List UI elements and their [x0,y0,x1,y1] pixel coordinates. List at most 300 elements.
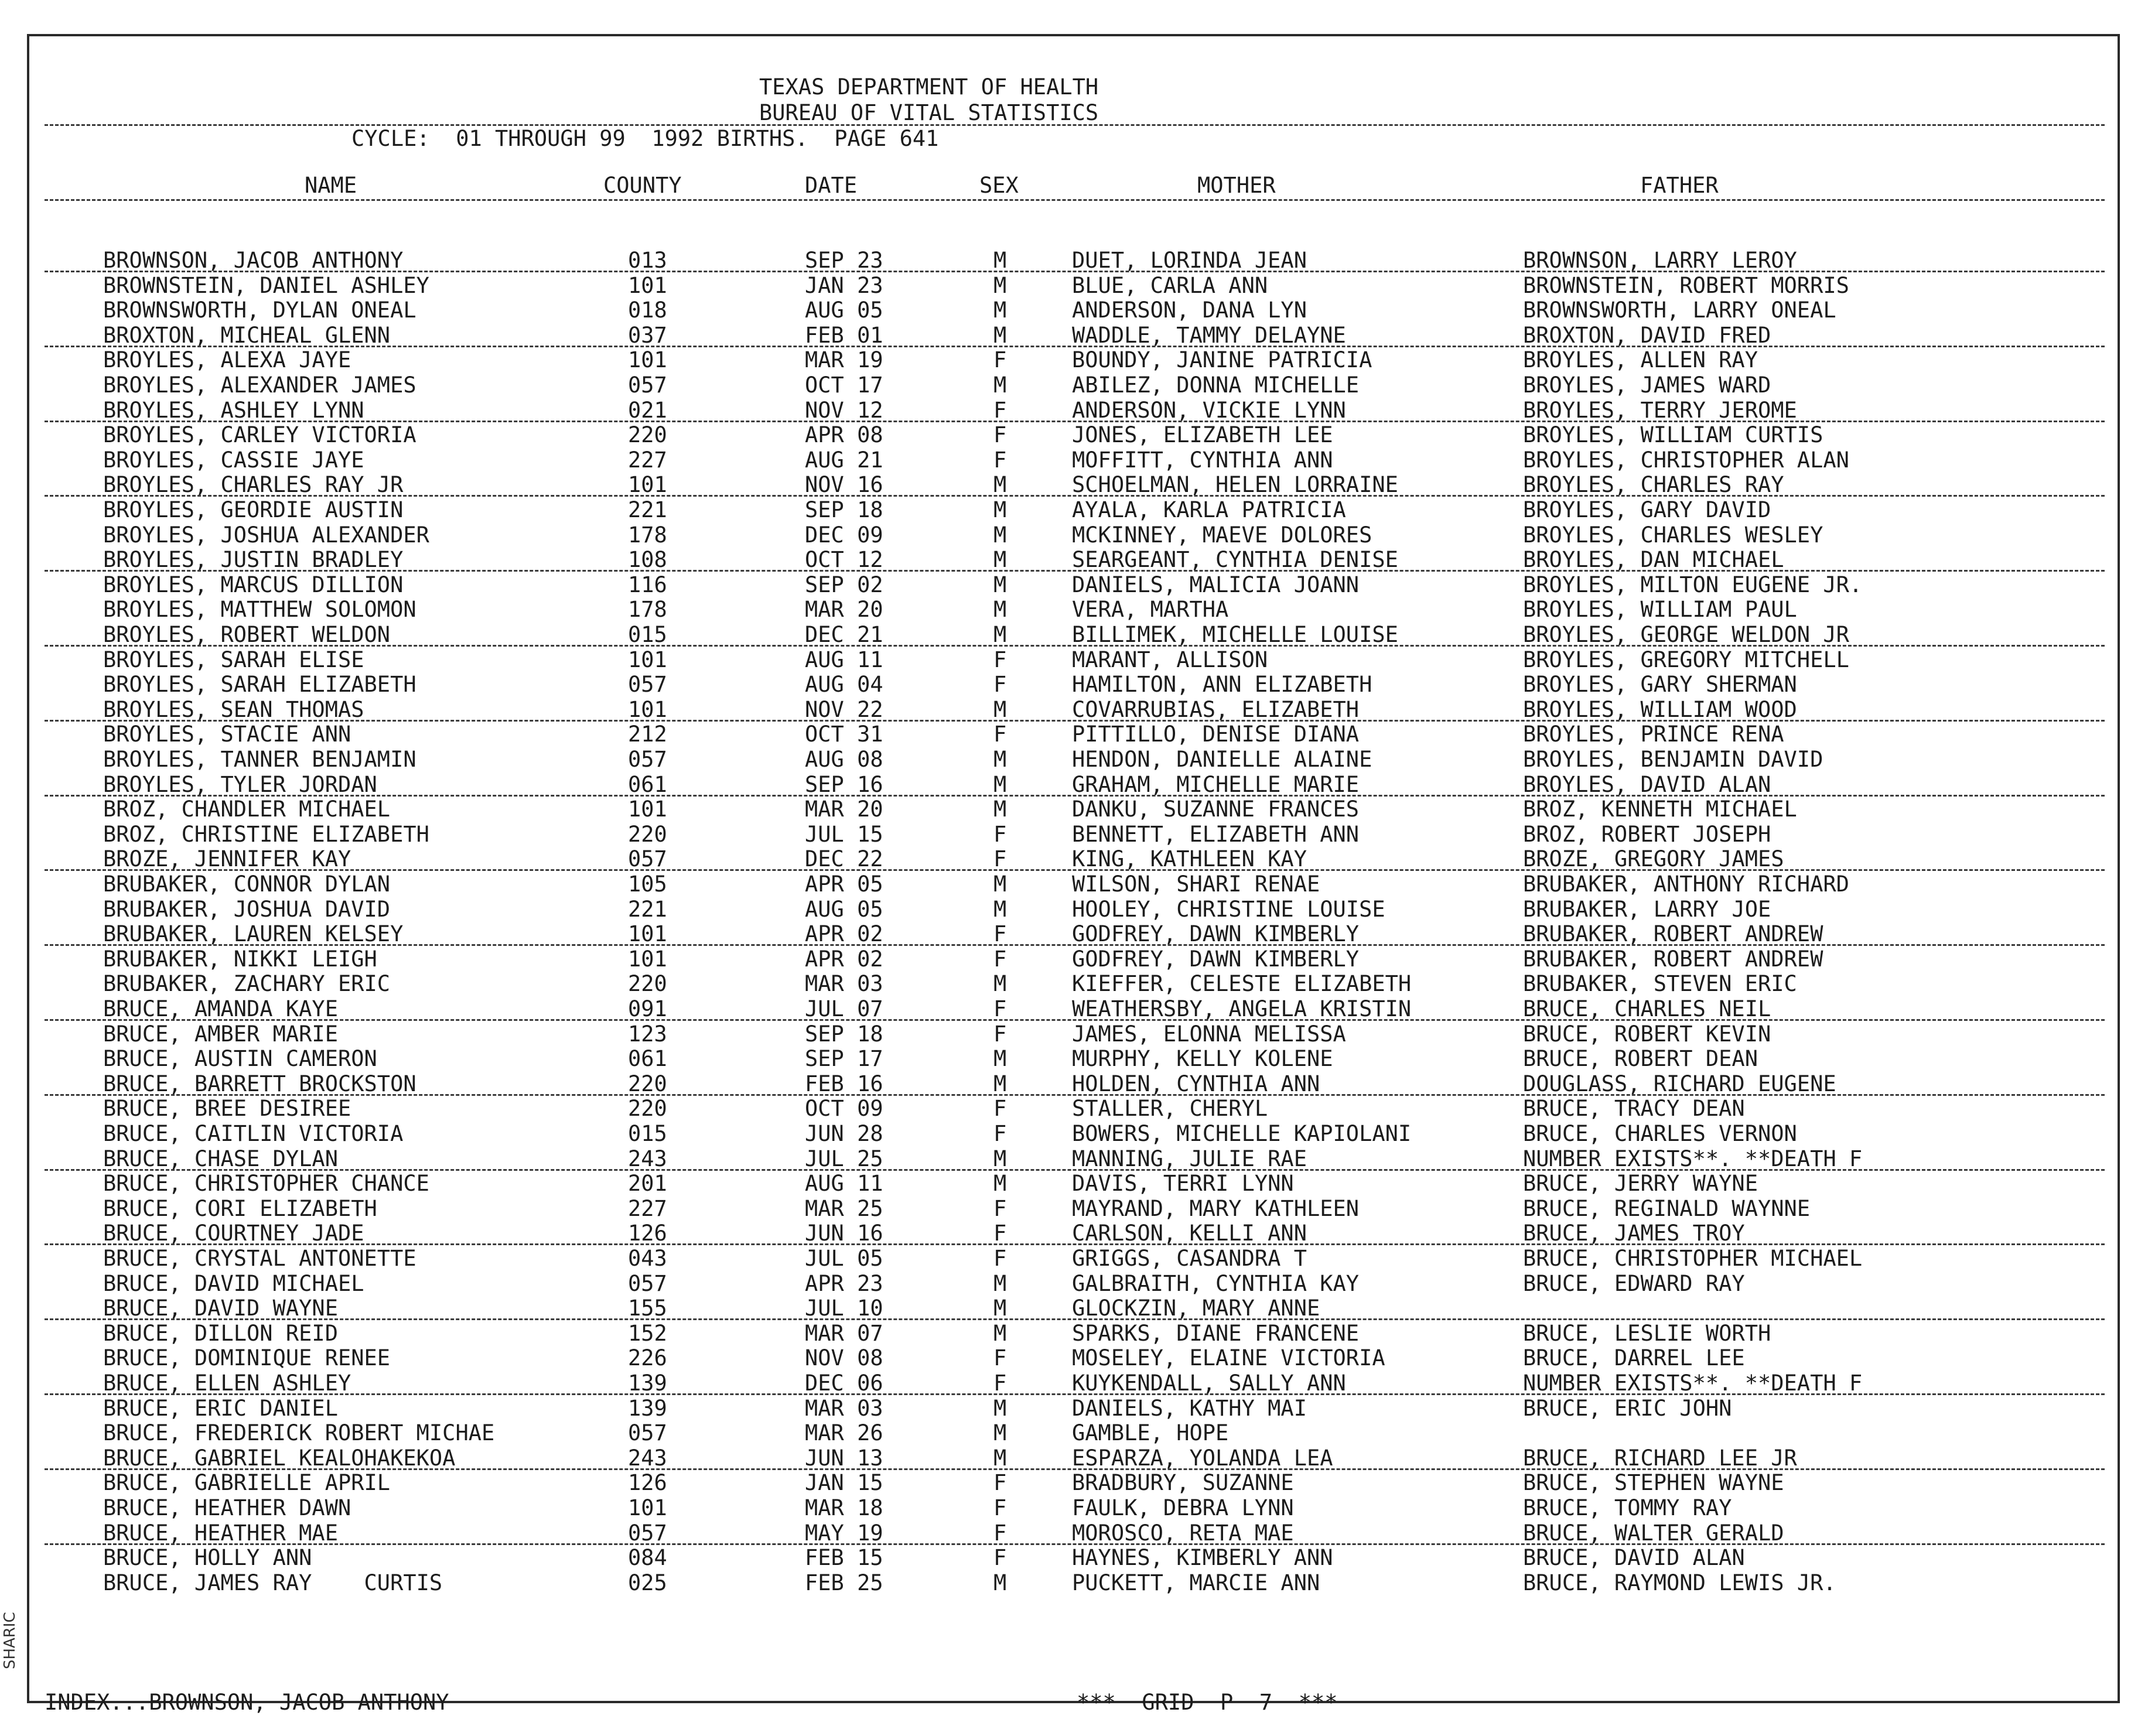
record-sex: M [993,547,1007,572]
record-row [0,597,2148,622]
record-row [0,1221,2148,1246]
record-mother: STALLER, CHERYL [1072,1096,1268,1121]
record-date: DEC 21 [805,622,883,647]
record-county: 101 [628,347,667,373]
record-father: BROYLES, GREGORY MITCHELL [1523,647,1849,672]
record-sex: F [993,921,1007,946]
record-father: BRUBAKER, ANTHONY RICHARD [1523,872,1849,897]
record-county: 212 [628,722,667,747]
record-father: DOUGLASS, RICHARD EUGENE [1523,1071,1836,1096]
record-name: BRUCE, GABRIEL KEALOHAKEKOA [103,1445,456,1471]
record-sex: M [993,1296,1007,1321]
record-mother: ESPARZA, YOLANDA LEA [1072,1445,1333,1471]
bureau-title: BUREAU OF VITAL STATISTICS [759,100,1099,125]
record-date: NOV 16 [805,472,883,497]
record-sex: F [993,822,1007,847]
record-row [0,1346,2148,1371]
record-mother: MOFFITT, CYNTHIA ANN [1072,447,1333,473]
record-sex: M [993,697,1007,722]
record-father: BRUCE, TRACY DEAN [1523,1096,1745,1121]
record-sex: F [993,996,1007,1021]
record-county: 061 [628,1046,667,1071]
record-sex: M [993,1420,1007,1445]
record-mother: BENNETT, ELIZABETH ANN [1072,822,1360,847]
record-sex: M [993,897,1007,922]
record-name: BROYLES, ROBERT WELDON [103,622,391,647]
record-mother: GODFREY, DAWN KIMBERLY [1072,921,1360,946]
record-father: BROWNSTEIN, ROBERT MORRIS [1523,273,1849,298]
record-sex: F [993,398,1007,423]
record-name: BRUCE, AUSTIN CAMERON [103,1046,377,1071]
record-sex: M [993,1146,1007,1171]
record-date: APR 05 [805,872,883,897]
record-sex: M [993,373,1007,398]
record-mother: MOROSCO, RETA MAE [1072,1520,1294,1546]
record-name: BRUCE, DOMINIQUE RENEE [103,1345,391,1371]
record-name: BRUCE, CHASE DYLAN [103,1146,338,1171]
record-row [0,1396,2148,1421]
record-mother: MOSELEY, ELAINE VICTORIA [1072,1345,1385,1371]
record-county: 220 [628,1096,667,1121]
record-mother: JONES, ELIZABETH LEE [1072,422,1333,447]
record-date: FEB 25 [805,1570,883,1595]
record-date: MAR 03 [805,971,883,996]
record-name: BROYLES, CARLEY VICTORIA [103,422,416,447]
record-sex: F [993,1470,1007,1495]
record-row [0,698,2148,722]
record-county: 139 [628,1396,667,1421]
record-mother: COVARRUBIAS, ELIZABETH [1072,697,1360,722]
record-name: BRUCE, HOLLY ANN [103,1545,312,1570]
record-sex: M [993,1570,1007,1595]
record-date: JAN 23 [805,273,883,298]
record-father: BROYLES, WILLIAM WOOD [1523,697,1797,722]
column-header-date: DATE [805,173,858,198]
record-sex: M [993,1396,1007,1421]
record-county: 101 [628,273,667,298]
record-name: BROYLES, ASHLEY LYNN [103,398,364,423]
record-name: BRUCE, AMANDA KAYE [103,996,338,1021]
record-father: BRUCE, DAVID ALAN [1523,1545,1745,1570]
record-county: 037 [628,323,667,348]
record-sex: F [993,946,1007,972]
record-date: MAR 20 [805,797,883,822]
record-row [0,972,2148,996]
record-mother: KIEFFER, CELESTE ELIZABETH [1072,971,1412,996]
record-row [0,1446,2148,1471]
record-mother: MCKINNEY, MAEVE DOLORES [1072,522,1372,548]
record-row [0,398,2148,423]
record-mother: ANDERSON, DANA LYN [1072,298,1307,323]
record-mother: HOOLEY, CHRISTINE LOUISE [1072,897,1385,922]
record-father: BROWNSWORTH, LARRY ONEAL [1523,298,1836,323]
record-father: BROYLES, TERRY JEROME [1523,398,1797,423]
record-sex: F [993,1246,1007,1271]
record-name: BRUBAKER, CONNOR DYLAN [103,872,391,897]
record-father: BROYLES, ALLEN RAY [1523,347,1758,373]
record-mother: CARLSON, KELLI ANN [1072,1221,1307,1246]
record-sex: M [993,772,1007,797]
record-sex: M [993,747,1007,772]
record-name: BROYLES, SARAH ELIZABETH [103,672,416,697]
record-father: BROYLES, WILLIAM PAUL [1523,597,1797,622]
record-father: BROYLES, GEORGE WELDON JR [1523,622,1849,647]
cycle-line: CYCLE: 01 THROUGH 99 1992 BIRTHS. PAGE 641 [351,126,939,151]
record-date: NOV 08 [805,1345,883,1371]
record-date: JUL 15 [805,822,883,847]
record-mother: GODFREY, DAWN KIMBERLY [1072,946,1360,972]
record-mother: BLUE, CARLA ANN [1072,273,1268,298]
record-county: 057 [628,373,667,398]
record-row [0,947,2148,972]
record-row [0,672,2148,697]
record-sex: M [993,298,1007,323]
record-county: 101 [628,697,667,722]
record-date: NOV 22 [805,697,883,722]
record-name: BROYLES, JOSHUA ALEXANDER [103,522,429,548]
record-county: 057 [628,1520,667,1546]
record-county: 126 [628,1221,667,1246]
record-date: SEP 18 [805,497,883,522]
record-name: BRUCE, COURTNEY JADE [103,1221,364,1246]
record-sex: M [993,971,1007,996]
record-row [0,523,2148,548]
record-name: BRUBAKER, JOSHUA DAVID [103,897,391,922]
record-father: BROYLES, CHARLES RAY [1523,472,1784,497]
record-row [0,1096,2148,1121]
record-name: BRUBAKER, NIKKI LEIGH [103,946,377,972]
record-father: BRUBAKER, LARRY JOE [1523,897,1771,922]
record-mother: SCHOELMAN, HELEN LORRAINE [1072,472,1398,497]
record-date: MAR 25 [805,1196,883,1221]
record-father: BRUCE, TOMMY RAY [1523,1495,1732,1520]
footer-grid: *** GRID P 7 *** [1077,1690,1338,1715]
record-name: BROYLES, GEORDIE AUSTIN [103,497,404,522]
record-county: 226 [628,1345,667,1371]
record-sex: M [993,572,1007,597]
record-mother: WILSON, SHARI RENAE [1072,872,1320,897]
record-sex: F [993,1096,1007,1121]
record-date: MAR 03 [805,1396,883,1421]
record-date: JUL 25 [805,1146,883,1171]
record-name: BRUCE, ELLEN ASHLEY [103,1371,351,1396]
record-name: BROWNSWORTH, DYLAN ONEAL [103,298,416,323]
record-father: BRUCE, CHARLES NEIL [1523,996,1771,1021]
record-date: SEP 02 [805,572,883,597]
record-mother: MARANT, ALLISON [1072,647,1268,672]
record-father: BROYLES, WILLIAM CURTIS [1523,422,1823,447]
record-name: BRUBAKER, ZACHARY ERIC [103,971,391,996]
record-father: BROZ, KENNETH MICHAEL [1523,797,1797,822]
record-name: BROYLES, CHARLES RAY JR [103,472,404,497]
record-date: JUN 28 [805,1121,883,1146]
record-date: JUN 13 [805,1445,883,1471]
record-name: BROYLES, MATTHEW SOLOMON [103,597,416,622]
footer-index: INDEX...BROWNSON, JACOB ANTHONY [45,1690,449,1715]
record-father: BRUCE, STEPHEN WAYNE [1523,1470,1784,1495]
record-county: 101 [628,921,667,946]
record-mother: BRADBURY, SUZANNE [1072,1470,1294,1495]
record-date: MAR 07 [805,1321,883,1346]
record-sex: F [993,722,1007,747]
record-date: JUL 05 [805,1246,883,1271]
record-mother: DANKU, SUZANNE FRANCES [1072,797,1360,822]
record-mother: MURPHY, KELLY KOLENE [1072,1046,1333,1071]
record-sex: F [993,1121,1007,1146]
record-mother: SPARKS, DIANE FRANCENE [1072,1321,1360,1346]
record-name: BROXTON, MICHEAL GLENN [103,323,391,348]
record-county: 015 [628,622,667,647]
record-sex: M [993,797,1007,822]
record-date: OCT 09 [805,1096,883,1121]
record-row [0,822,2148,847]
record-county: 018 [628,298,667,323]
record-sex: F [993,672,1007,697]
record-name: BRUCE, ERIC DANIEL [103,1396,338,1421]
record-row [0,847,2148,872]
record-name: BRUCE, JAMES RAY CURTIS [103,1570,443,1595]
record-date: AUG 11 [805,1171,883,1196]
record-mother: ANDERSON, VICKIE LYNN [1072,398,1346,423]
side-mark: SHARIC [1,1612,19,1669]
record-mother: WEATHERSBY, ANGELA KRISTIN [1072,996,1412,1021]
record-row [0,1571,2148,1595]
record-father: BROXTON, DAVID FRED [1523,323,1771,348]
record-name: BRUCE, DAVID WAYNE [103,1296,338,1321]
record-row [0,1246,2148,1271]
record-date: APR 02 [805,946,883,972]
record-father: BROYLES, CHRISTOPHER ALAN [1523,447,1849,473]
record-row [0,623,2148,647]
record-mother: HENDON, DANIELLE ALAINE [1072,747,1372,772]
record-father: BRUCE, EDWARD RAY [1523,1271,1745,1296]
record-father: BROYLES, DAN MICHAEL [1523,547,1784,572]
record-mother: BOUNDY, JANINE PATRICIA [1072,347,1372,373]
record-county: 101 [628,647,667,672]
record-mother: GRIGGS, CASANDRA T [1072,1246,1307,1271]
record-father: BROZ, ROBERT JOSEPH [1523,822,1771,847]
record-date: DEC 22 [805,846,883,872]
record-date: APR 02 [805,921,883,946]
record-sex: F [993,347,1007,373]
record-name: BRUCE, BREE DESIREE [103,1096,351,1121]
column-header-mother: MOTHER [1197,173,1276,198]
record-date: SEP 23 [805,248,883,273]
record-county: 178 [628,522,667,548]
record-name: BRUCE, AMBER MARIE [103,1021,338,1047]
record-date: MAR 20 [805,597,883,622]
record-name: BROYLES, TYLER JORDAN [103,772,377,797]
record-name: BROYLES, ALEXA JAYE [103,347,351,373]
record-father: BRUCE, CHARLES VERNON [1523,1121,1797,1146]
record-father: BRUCE, WALTER GERALD [1523,1520,1784,1546]
column-header-father: FATHER [1640,173,1719,198]
record-mother: SEARGEANT, CYNTHIA DENISE [1072,547,1398,572]
record-date: FEB 15 [805,1545,883,1570]
record-county: 084 [628,1545,667,1570]
record-father: BRUCE, CHRISTOPHER MICHAEL [1523,1246,1863,1271]
record-mother: BILLIMEK, MICHELLE LOUISE [1072,622,1398,647]
column-header-name: NAME [305,173,357,198]
record-row [0,1521,2148,1546]
record-name: BRUCE, FREDERICK ROBERT MICHAE [103,1420,495,1445]
record-row [0,1197,2148,1221]
record-name: BROYLES, STACIE ANN [103,722,351,747]
record-name: BROYLES, MARCUS DILLION [103,572,404,597]
record-sex: F [993,422,1007,447]
record-father: BROYLES, DAVID ALAN [1523,772,1771,797]
record-date: APR 08 [805,422,883,447]
record-sex: M [993,597,1007,622]
record-row [0,348,2148,373]
record-sex: F [993,1196,1007,1221]
record-father: BRUCE, LESLIE WORTH [1523,1321,1771,1346]
record-county: 101 [628,946,667,972]
record-county: 221 [628,897,667,922]
record-date: JUL 10 [805,1296,883,1321]
column-header-county: COUNTY [603,173,682,198]
record-row [0,373,2148,398]
record-row [0,747,2148,772]
record-county: 057 [628,672,667,697]
record-mother: PUCKETT, MARCIE ANN [1072,1570,1320,1595]
record-sex: M [993,273,1007,298]
record-row [0,548,2148,572]
record-father: BROYLES, CHARLES WESLEY [1523,522,1823,548]
record-sex: M [993,1445,1007,1471]
record-county: 220 [628,971,667,996]
record-row [0,448,2148,473]
record-row [0,722,2148,747]
record-row [0,274,2148,298]
record-mother: BOWERS, MICHELLE KAPIOLANI [1072,1121,1412,1146]
record-county: 220 [628,822,667,847]
record-father: BRUBAKER, STEVEN ERIC [1523,971,1797,996]
record-row [0,1147,2148,1171]
record-row [0,1072,2148,1096]
record-sex: M [993,248,1007,273]
record-date: NOV 12 [805,398,883,423]
record-father: NUMBER EXISTS**. **DEATH F [1523,1371,1863,1396]
record-mother: GRAHAM, MICHELLE MARIE [1072,772,1360,797]
record-row [0,1321,2148,1346]
record-father: BRUCE, JAMES TROY [1523,1221,1745,1246]
record-county: 101 [628,472,667,497]
record-father: BRUCE, RAYMOND LEWIS JR. [1523,1570,1836,1595]
record-father: BROWNSON, LARRY LEROY [1523,248,1797,273]
record-mother: DANIELS, KATHY MAI [1072,1396,1307,1421]
record-date: SEP 17 [805,1046,883,1071]
record-name: BROWNSTEIN, DANIEL ASHLEY [103,273,429,298]
record-father: BRUCE, RICHARD LEE JR [1523,1445,1797,1471]
record-county: 057 [628,1420,667,1445]
record-row [0,1371,2148,1396]
record-date: JUL 07 [805,996,883,1021]
record-sex: M [993,497,1007,522]
record-mother: GALBRAITH, CYNTHIA KAY [1072,1271,1360,1296]
record-date: AUG 05 [805,298,883,323]
record-row [0,248,2148,273]
record-mother: JAMES, ELONNA MELISSA [1072,1021,1346,1047]
record-name: BRUCE, CRYSTAL ANTONETTE [103,1246,416,1271]
record-date: AUG 11 [805,647,883,672]
record-county: 013 [628,248,667,273]
record-mother: DAVIS, TERRI LYNN [1072,1171,1294,1196]
record-father: BRUCE, ERIC JOHN [1523,1396,1732,1421]
record-sex: M [993,323,1007,348]
record-name: BRUCE, CAITLIN VICTORIA [103,1121,404,1146]
record-date: FEB 16 [805,1071,883,1096]
record-name: BROYLES, SARAH ELISE [103,647,364,672]
record-county: 155 [628,1296,667,1321]
record-mother: FAULK, DEBRA LYNN [1072,1495,1294,1520]
record-county: 025 [628,1570,667,1595]
record-date: MAR 18 [805,1495,883,1520]
record-name: BROYLES, SEAN THOMAS [103,697,364,722]
record-row [0,773,2148,797]
record-father: BROYLES, GARY DAVID [1523,497,1771,522]
record-row [0,1421,2148,1445]
record-row [0,922,2148,946]
record-name: BRUCE, GABRIELLE APRIL [103,1470,391,1495]
record-father: BRUCE, ROBERT DEAN [1523,1046,1758,1071]
record-row [0,1471,2148,1495]
record-name: BRUCE, CORI ELIZABETH [103,1196,377,1221]
record-county: 101 [628,797,667,822]
record-county: 021 [628,398,667,423]
record-county: 061 [628,772,667,797]
record-sex: F [993,1520,1007,1546]
record-date: OCT 17 [805,373,883,398]
record-date: MAR 26 [805,1420,883,1445]
record-father: BRUCE, JERRY WAYNE [1523,1171,1758,1196]
record-name: BROYLES, ALEXANDER JAMES [103,373,416,398]
record-mother: KING, KATHLEEN KAY [1072,846,1307,872]
record-county: 101 [628,1495,667,1520]
record-name: BROYLES, CASSIE JAYE [103,447,364,473]
record-sex: M [993,872,1007,897]
record-mother: DUET, LORINDA JEAN [1072,248,1307,273]
record-name: BRUCE, HEATHER DAWN [103,1495,351,1520]
record-sex: F [993,1371,1007,1396]
record-sex: M [993,622,1007,647]
record-sex: M [993,1046,1007,1071]
record-date: SEP 16 [805,772,883,797]
record-mother: DANIELS, MALICIA JOANN [1072,572,1360,597]
record-date: AUG 21 [805,447,883,473]
record-date: AUG 05 [805,897,883,922]
record-father: BRUCE, REGINALD WAYNNE [1523,1196,1811,1221]
record-row [0,1296,2148,1321]
record-date: OCT 31 [805,722,883,747]
record-mother: HOLDEN, CYNTHIA ANN [1072,1071,1320,1096]
record-county: 057 [628,747,667,772]
record-mother: PITTILLO, DENISE DIANA [1072,722,1360,747]
record-sex: F [993,1495,1007,1520]
record-sex: F [993,1545,1007,1570]
record-county: 015 [628,1121,667,1146]
record-mother: KUYKENDALL, SALLY ANN [1072,1371,1346,1396]
record-mother: AYALA, KARLA PATRICIA [1072,497,1346,522]
record-county: 178 [628,597,667,622]
record-row [0,323,2148,348]
record-county: 123 [628,1021,667,1047]
record-row [0,1122,2148,1146]
record-father: BROYLES, MILTON EUGENE JR. [1523,572,1863,597]
record-county: 221 [628,497,667,522]
record-row [0,298,2148,323]
record-name: BRUCE, DAVID MICHAEL [103,1271,364,1296]
